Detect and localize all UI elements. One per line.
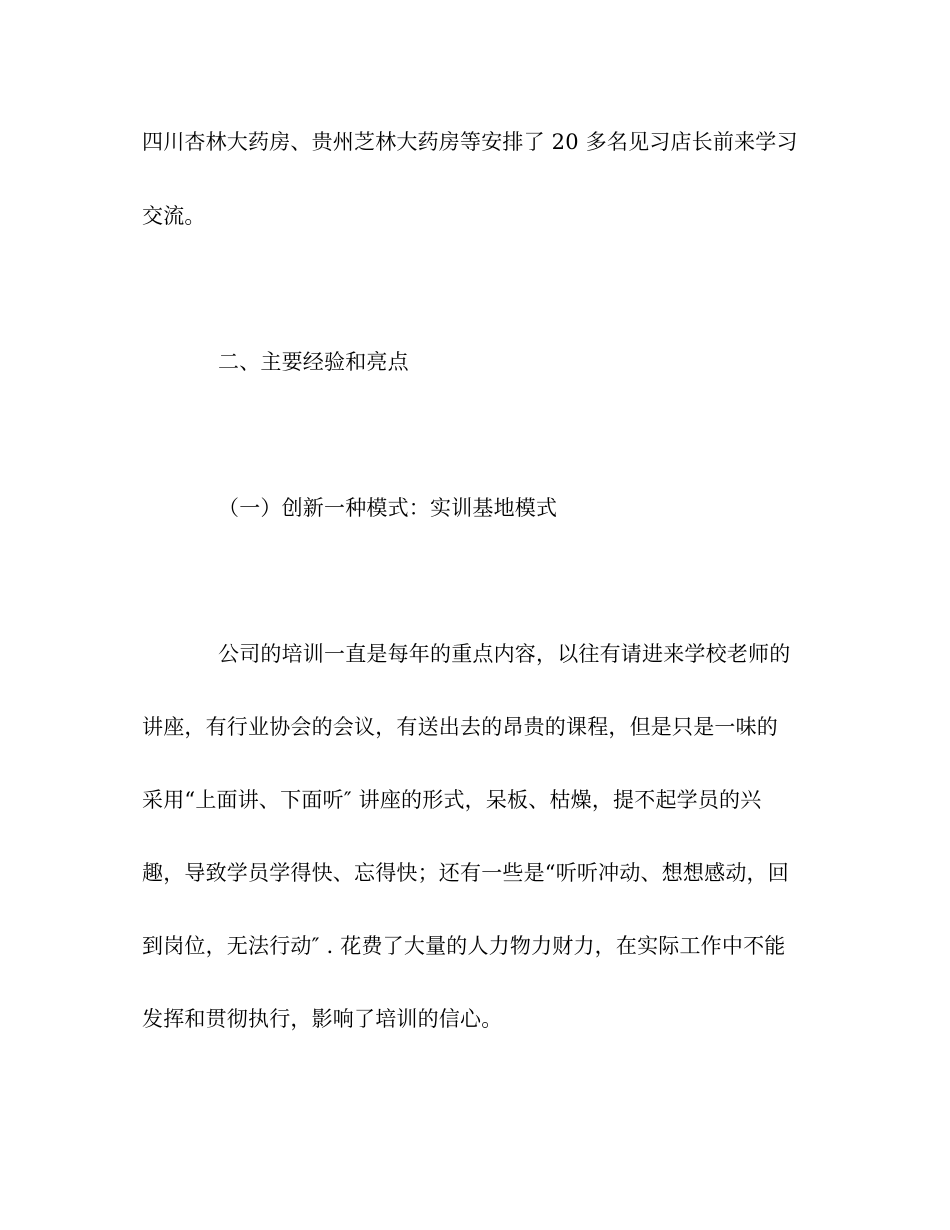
paragraph-body-line-6: 发挥和贯彻执行，影响了培训的信心。 [142, 1007, 503, 1031]
paragraph-body-line-5: 到岗位，无法行动″ . 花费了大量的人力物力财力，在实际工作中不能 [142, 934, 786, 958]
paragraph-intro-line-1: 四川杏林大药房、贵州芝林大药房等安排了 20 多名见习店长前来学习 [142, 130, 798, 154]
paragraph-body-line-1: 公司的培训一直是每年的重点内容，以往有请进来学校老师的 [218, 642, 791, 666]
section-heading: 二、主要经验和亮点 [218, 350, 409, 374]
paragraph-body-line-3: 采用“上面讲、下面听″ 讲座的形式，呆板、枯燥，提不起学员的兴 [142, 788, 762, 812]
paragraph-intro-line-2: 交流。 [142, 204, 206, 228]
subsection-heading: （一）创新一种模式：实训基地模式 [218, 496, 558, 520]
paragraph-body-line-4: 趣，导致学员学得快、忘得快；还有一些是“听听冲动、想想感动，回 [142, 861, 789, 885]
paragraph-body-line-2: 讲座，有行业协会的会议，有送出去的昂贵的课程，但是只是一味的 [142, 715, 778, 739]
